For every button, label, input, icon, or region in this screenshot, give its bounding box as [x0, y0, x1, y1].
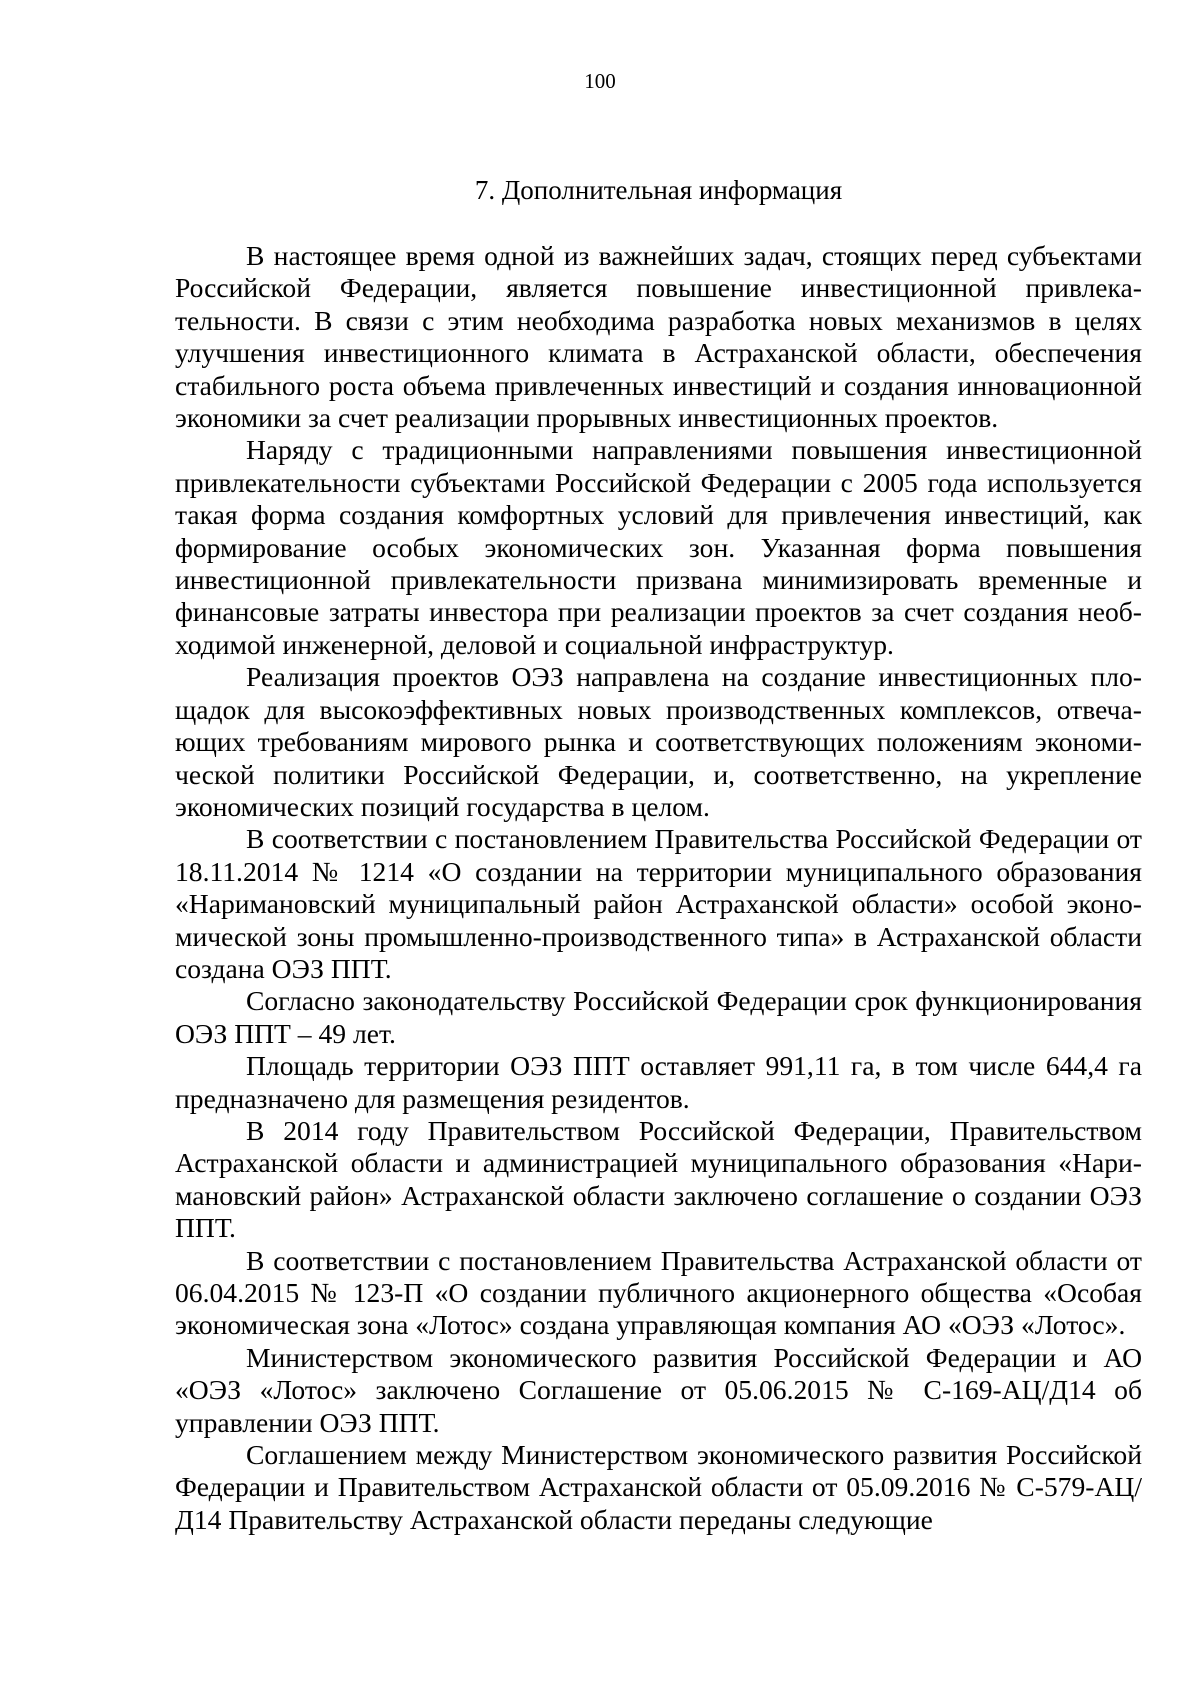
paragraph: Соглашением между Министерством экономического развития Российской Федерации и Правительством Астраханской области от 05.09.2016 № С-579-АЦ/Д14 Правительству Астраханской области переданы следующие: [175, 1439, 1142, 1535]
paragraph: В 2014 году Правительством Российской Федерации, Правительством Астраханской области и администрацией муниципального образования «Наримановский район» Астраханской области заключено соглашение о создании ОЭЗ ППТ.: [175, 1114, 1142, 1244]
body-text: [175, 240, 1142, 1536]
paragraph: В соответствии с постановлением Правительства Астраханской области от 06.04.2015 № 123-П «О создании публичного акционерного общества «Особая экономическая зона «Лотос» создана управляющая компания АО «ОЭЗ «Лотос».: [175, 1244, 1142, 1341]
paragraph: В настоящее время одной из важнейших задач, стоящих перед субъектами Российской Федерации, является повышение инвестиционной привлекательности. В связи с этим необходима разработка новых механизмов в целях улучшения инвестиционного климата в Астраханской области, обеспечения стабильного роста объема привлеченных инвестиций и создания инновационной экономики за счет реализации прорывных инвестиционных проектов.: [175, 240, 1142, 434]
page-number: 100: [584, 69, 616, 93]
paragraph: Наряду с традиционными направлениями повышения инвестиционной привлекательности субъектами Российской Федерации с 2005 года используется такая форма создания комфортных условий для привлечения инвестиций, как формирование особых экономических зон. Указанная форма повышения инвестиционной привлекательности призвана минимизировать временные и финансовые затраты инвестора при реализации проектов за счет создания необходимой инженерной, деловой и социальной инфраструктур.: [175, 434, 1142, 660]
paragraph: Согласно законодательству Российской Федерации срок функционирования ОЭЗ ППТ – 49 лет.: [175, 985, 1142, 1049]
section-title: 7. Дополнительная информация: [474, 175, 843, 205]
paragraph: Реализация проектов ОЭЗ направлена на создание инвестиционных площадок для высокоэффективных новых производственных комплексов, отвечающих требованиям мирового рынка и соответствующих положениям экономической политики Российской Федерации, и, соответственно, на укрепление экономических позиций государства в целом.: [175, 661, 1142, 822]
paragraph: Площадь территории ОЭЗ ППТ оставляет 991,11 га, в том числе 644,4 га предназначено для размещения резидентов.: [175, 1050, 1142, 1114]
paragraph: В соответствии с постановлением Правительства Российской Федерации от 18.11.2014 № 1214 «О создании на территории муниципального образования «Наримановский муниципальный район Астраханской области» особой экономической зоны промышленно-производственного типа» в Астраханской области создана ОЭЗ ППТ.: [175, 823, 1142, 984]
paragraph: Министерством экономического развития Российской Федерации и АО «ОЭЗ «Лотос» заключено Соглашение от 05.06.2015 № С-169-АЦ/Д14 об управлении ОЭЗ ППТ.: [175, 1341, 1142, 1438]
